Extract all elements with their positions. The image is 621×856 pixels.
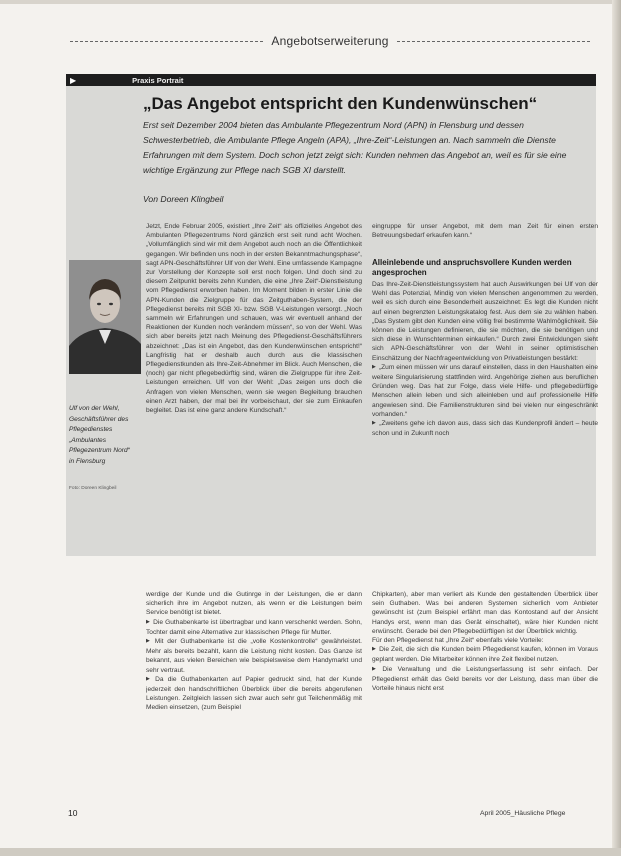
- page-spine: [612, 0, 621, 856]
- page-edge-top: [0, 0, 621, 4]
- box-column-right: [372, 280, 598, 552]
- lower-column-right-extra: Für den Pflegedienst hat „Ihre Zeit“ ebenfalls viele Vorteile:: [372, 637, 544, 645]
- publication-footer: April 2005_Häusliche Pflege: [480, 810, 566, 817]
- box-bullet: ▶ „Zum einen müssen wir uns darauf einstellen, dass in den Haushalten eine weitere Singularisierung stattfinden wird. Angehörige ziehen aus beruflichen Gründen weg. Das hat zur Folge, dass viele Hilfe- und pflegebedürftige Menschen allein leben und sich alleinleben und auf professionelle Hilfe angewiesen sind. Die Familienstrukturen sind bei vielen nur eingeschränkt vorhanden.“: [372, 363, 598, 419]
- page-edge-bottom: [0, 848, 621, 856]
- portrait-photo-image: [69, 260, 141, 374]
- box-column-right-top-text: eingruppe für unser Angebot, mit dem man Zeit für einen ersten Betreuungsbedarf erkaufen kann.“: [372, 223, 598, 240]
- running-head-rule-right: [397, 41, 590, 42]
- box-column-right-top: [372, 222, 598, 240]
- rubric-bar: [66, 74, 596, 86]
- lower-right-bullet: ▶ Die Zeit, die sich die Kunden beim Pflegedienst kaufen, können im Voraus geplant werden. Die Mitarbeiter können ihre Zeit flexibel nutzen.: [372, 645, 598, 664]
- box-column-right-text: Das Ihre-Zeit-Dienstleistungssystem hat auch Auswirkungen bei Ulf von der Wehl das Potenzial, Mindig von vielen Menschen angenommen zu werden, weil es sich durch eine Besonderheit auszeichnet: Es legt die Kunden nicht auf einen begrenzten Leistungskatalog fest. Aus dem sie zu wählen haben. „Das System gibt den Kunden eine völlig frei bestimmte Wahlmöglichkeit. Sie können die Leistungen definieren, die sie möchten, die sie benötigen und sich diese in Wunschterminen einkaufen.“ Durch zwei Entwicklungen sieht sich APN-Geschäftsführer von der Wehl in seiner optimistischen Einschätzung der Nachfrageentwicklung von Privatleistungen bestärkt:: [372, 281, 598, 362]
- article-headline: „Das Angebot entspricht den Kundenwünschen“: [143, 94, 538, 113]
- lower-left-bullet: ▶ Mit der Guthabenkarte ist die „volle Kostenkontrolle“ gewährleistet. Mehr als bereits bezahlt, kann die Leistung nicht kosten. Das Ganze ist bekannt, aus vielen Bereichen wie beispielsweise dem Handymarkt und sehr vertraut.: [146, 637, 362, 675]
- lower-column-left: [146, 590, 362, 800]
- box-column-middle-text: Jetzt, Ende Februar 2005, existiert „Ihre Zeit“ als offizielles Angebot des Ambulanten Pflegezentrums Nord gänzlich erst seit rund acht Wochen. „Vollumfänglich sind wir mit dem Angebot auch noch an die Öffentlichkeit gegangen. Wir befinden uns noch in der ersten Bekanntmachungsphase“, sagt APN-Geschäftsführer Ulf von der Wehl. Eine umfassende Kampagne zur Vorstellung der Konzepte soll erst noch folgen. Und doch sind zu diesem Zeitpunkt bereits zehn Kunden, die eine „Ihre Zeit“-Dienstleistung vom Pflegedienst erworben haben. Im Moment bilden in erster Linie die APN-Kunden die Zielgruppe für das Zeitguthaben-System, die der Pflegedienst bereits mit SGB XI- bzw. SGB V-Leistungen versorgt. „Noch sammeln wir Erfahrungen und schauen, was wir eventuell anhand der Reaktionen der Kunden noch verändern müssen“, so von der Wehl. Was sich aber bereits jetzt nach Meinung des Pflegedienst-Geschäftsführers abzeichnet: „Das ist ein Angebot, das den Kundenwünschen entspricht!“ Langfristig hat er deshalb auch durch aus die klassischen Pflegedienstkunden als Ihre-Zeit-Abnehmer im Blick. Auch Menschen, die (noch) gar nicht pflegebedürftig sind, wären die Zielgruppe für ihre Zeit-Leistungen erreichen. Ulf von der Wehl: „Das zeigen uns doch die Anfragen von vielen Menschen, wenn sie wegen Begleitung brauchen einen Arzt haben, der mal bei ihr vorbeischaut, der sie zum Einkaufen begleitet. Das ist eine ganz andere Kundschaft.“: [146, 223, 362, 415]
- lower-right-bullet: ▶ Die Verwaltung und die Leistungserfassung ist sehr einfach. Der Pflegedienst erhält das Geld bereits vor der Leistung, dass man über die Vorteile hinaus nicht erst: [372, 665, 598, 694]
- lower-column-right: [372, 590, 598, 800]
- page-number: 10: [68, 808, 78, 818]
- running-head: [70, 32, 590, 50]
- box-column-middle: [146, 222, 362, 552]
- lower-column-left-text: werdige der Kunde und die Gutinrge in der Leistungen, die er dann sicherlich ihre im Angebot nutzen, als wenn er die Leistungen beim Service benötigt ist bietet.: [146, 591, 362, 617]
- running-head-rule-left: [70, 41, 263, 42]
- lower-column-right-text: Chipkarten), aber man verliert als Kunde den gestaltenden Überblick über sein Guthaben. Was bei anderen Systemen sicherlich vom Anbieter gewünscht ist (zum Beispiel erfährt man das Kontostand auf der Ansicht Handys erst, wenn man das Gerät einschaltet), wäre hier Kunden nicht erwünscht. Gerade bei den Pflegebedürftigen ist der Überblick wichtig.: [372, 591, 598, 635]
- photo-credit: Foto: Doreen Klingbeil: [69, 486, 117, 491]
- lower-left-bullet: ▶ Da die Guthabenkarten auf Papier gedruckt sind, hat der Kunde jederzeit den handschriftlichen Überblick über die bereits abgerufenen Leistungen. Zeitgleich lassen sich zwar auch sehr gut Teilchenmäßig mit Medien einsetzen, (zum Beispiel: [146, 675, 362, 713]
- lower-left-bullet: ▶ Die Guthabenkarte ist übertragbar und kann verschenkt werden. Sohn, Tochter damit eine Alternative zur klassischen Pflege für Mutter.: [146, 618, 362, 637]
- running-head-title: Angebotserweiterung: [271, 34, 389, 48]
- article-lead: Erst seit Dezember 2004 bieten das Ambulante Pflegezentrum Nord (APN) in Flensburg und dessen Schwesterbetrieb, die Ambulante Pflege Angeln (APA), „Ihre-Zeit“-Leistungen an. Nach sammeln die Dienste Erfahrungen mit dem System. Doch schon jetzt zeigt sich: Kunden nehmen das Angebot an, weil es für sie eine wichtige Ergänzung zur Pflege nach SGB XI darstellt.: [143, 120, 567, 175]
- photo-caption: Ulf von der Wehl, Geschäftsführer des Pflegedienstes „Ambulantes Pflegezentrum Nord“ in Flensburg: [69, 405, 130, 465]
- box-subheading: Alleinlebende und anspruchsvollere Kunden werden angesprochen: [372, 258, 572, 277]
- portrait-photo: [69, 260, 141, 374]
- article-author: Von Doreen Klingbeil: [143, 194, 224, 204]
- rubric-arrow-icon: ▶: [70, 75, 77, 85]
- box-bullet: ▶ „Zweitens gehe ich davon aus, dass sich das Kundenprofil ändert – heute schon und in Zukunft noch: [372, 419, 598, 438]
- rubric-label: Praxis Portrait: [132, 75, 184, 85]
